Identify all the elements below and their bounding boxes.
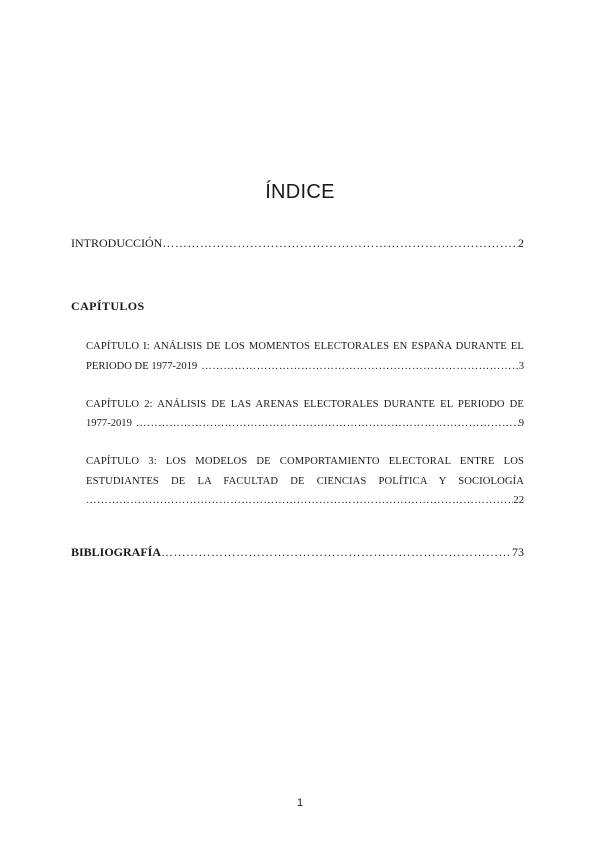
toc-entry-bibliography[interactable] — [71, 545, 524, 560]
toc-entry-label: INTRODUCCIÓN — [71, 236, 163, 250]
toc-chapter-2-title[interactable]: CAPÍTULO 2: ANÁLISIS DE LAS ARENAS ELECTORALES DURANTE EL PERIODO DE — [86, 399, 524, 410]
toc-entry-page: 73 — [512, 545, 524, 559]
dot-leader — [162, 236, 518, 251]
page-number: 1 — [296, 797, 304, 809]
toc-entry-label: PERIODO DE 1977-2019 — [86, 361, 198, 372]
toc-entry-introduction[interactable] — [71, 236, 524, 251]
dot-leader — [161, 545, 512, 560]
toc-chapter-1-line[interactable] — [86, 361, 524, 372]
page-title: ÍNDICE — [265, 181, 335, 204]
dot-leader — [86, 495, 513, 506]
chapters-heading: CAPÍTULOS — [71, 299, 145, 313]
toc-entry-page: 22 — [513, 495, 524, 506]
toc-entry-page: 2 — [518, 236, 524, 250]
toc-chapter-3-subtitle[interactable]: ESTUDIANTES DE LA FACULTAD DE CIENCIAS POLÍTICA Y SOCIOLOGÍA — [86, 476, 524, 487]
dot-leader — [136, 418, 519, 429]
toc-entry-label: 1977-2019 — [86, 418, 132, 429]
dot-leader — [201, 361, 518, 372]
toc-chapter-3-title[interactable]: CAPÍTULO 3: LOS MODELOS DE COMPORTAMIENTO ELECTORAL ENTRE LOS — [86, 456, 524, 467]
toc-entry-label: BIBLIOGRAFÍA — [71, 545, 162, 559]
toc-chapter-2-line[interactable] — [86, 418, 524, 429]
toc-entry-page: 3 — [518, 361, 524, 372]
toc-chapter-3-line[interactable] — [86, 495, 524, 506]
toc-entry-page: 9 — [518, 418, 524, 429]
toc-chapter-1-title[interactable]: CAPÍTULO I: ANÁLISIS DE LOS MOMENTOS ELECTORALES EN ESPAÑA DURANTE EL — [86, 341, 524, 352]
